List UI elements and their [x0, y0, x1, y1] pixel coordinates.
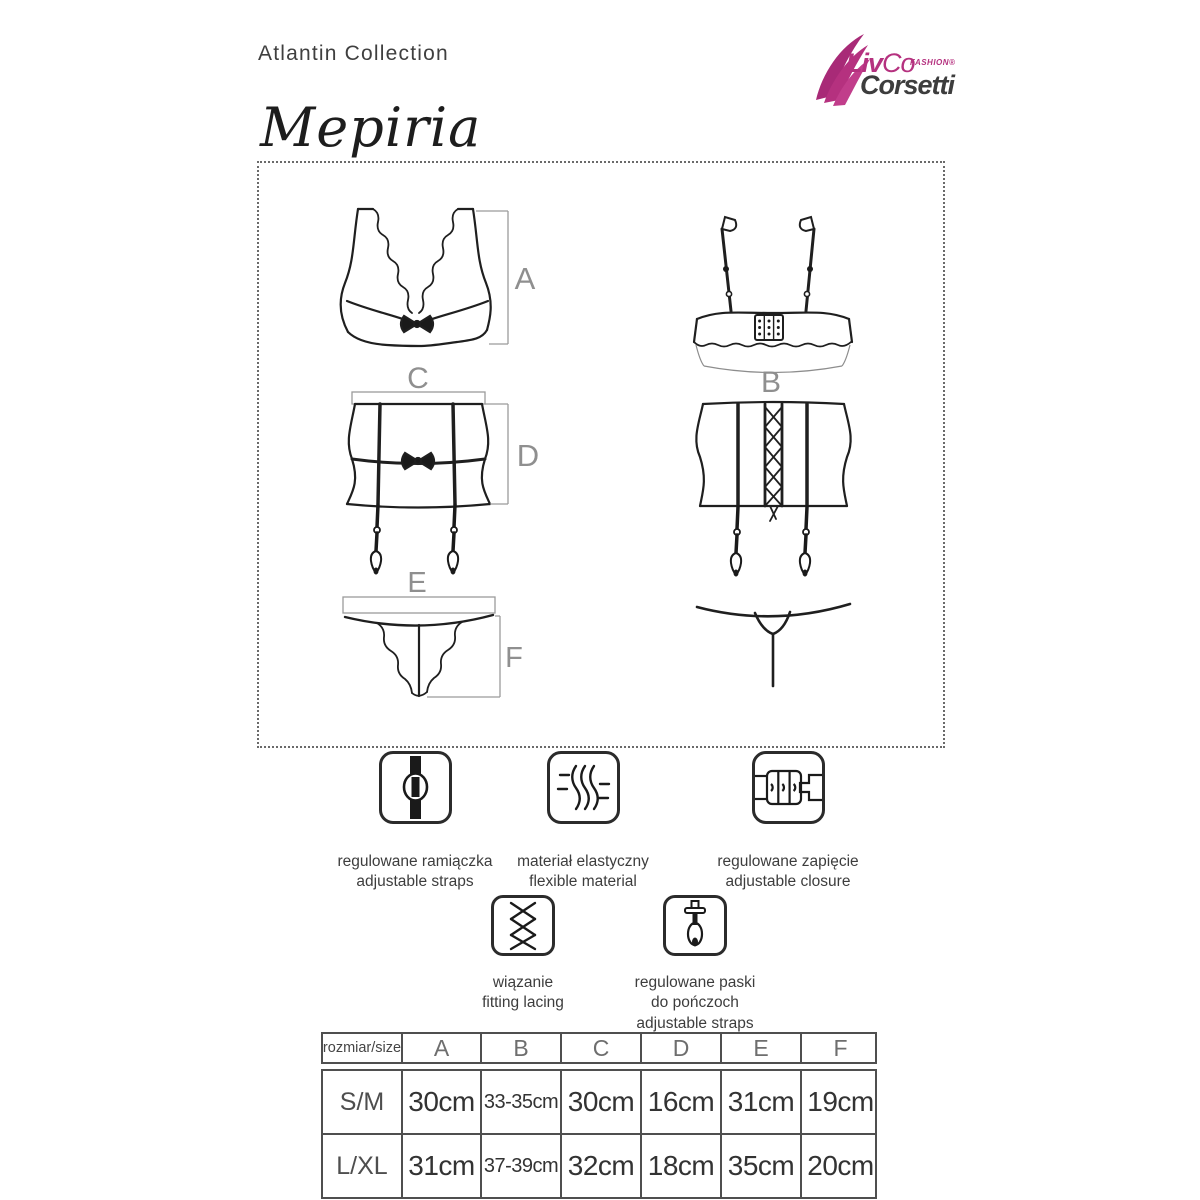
- brand-logo: [808, 28, 968, 110]
- feature-label-en: adjustable closure: [725, 873, 851, 891]
- flexible-material-icon: [550, 754, 617, 821]
- feature-label-en: fitting lacing: [482, 994, 564, 1012]
- value-cell-f: 20cm: [800, 1135, 879, 1197]
- garter-straps-icon: [666, 898, 724, 953]
- size-table-header: [321, 1032, 877, 1064]
- header-cell-d: D: [640, 1034, 720, 1062]
- feature-label-pl: regulowane ramiączka: [337, 853, 493, 870]
- header-cell-e: E: [720, 1034, 800, 1062]
- adjustable-straps-icon: [382, 754, 449, 821]
- feature-flexible-material: [508, 751, 658, 893]
- garter-belt-back-drawing: [696, 402, 850, 577]
- value-cell-e: 35cm: [720, 1135, 800, 1197]
- label-a: A: [514, 261, 536, 296]
- size-cell: S/M: [339, 1087, 385, 1116]
- value-cell-c: 32cm: [560, 1135, 640, 1197]
- thong-back-drawing: [697, 604, 850, 686]
- feature-fitting-lacing: [448, 895, 598, 1014]
- header-cell-size: rozmiar/size: [322, 1040, 402, 1056]
- value-cell-a: 31cm: [401, 1135, 480, 1197]
- header-cell-a: A: [401, 1034, 480, 1062]
- logo-corsetti-text: Corsetti: [860, 70, 955, 100]
- panty-front-drawing: [345, 615, 493, 696]
- table-row-sm: [323, 1071, 875, 1133]
- label-b: B: [760, 366, 782, 399]
- header-cell-f: F: [800, 1034, 879, 1062]
- measure-d: [485, 404, 508, 504]
- feature-label-pl: regulowane paski: [634, 974, 756, 991]
- value-cell-d: 16cm: [640, 1071, 720, 1133]
- value-cell-b: 37-39cm: [480, 1135, 560, 1197]
- feature-label-pl: wiązanie: [492, 974, 554, 991]
- measure-f: [427, 616, 500, 697]
- feature-label-en: flexible material: [529, 873, 637, 891]
- feature-adjustable-closure: [713, 751, 863, 893]
- label-c: C: [407, 362, 429, 395]
- logo-livco-text: LivCo: [846, 48, 915, 78]
- label-d: D: [516, 438, 540, 473]
- feature-label-pl: regulowane zapięcie: [717, 853, 859, 870]
- product-name: Mepiria: [260, 96, 482, 159]
- feature-adjustable-straps: [337, 751, 493, 893]
- value-cell-c: 30cm: [560, 1071, 640, 1133]
- measure-e: [343, 597, 495, 613]
- adjustable-closure-icon: [755, 754, 822, 821]
- garter-belt-front-drawing: [347, 404, 490, 575]
- size-table-body: [321, 1069, 877, 1199]
- bra-back-drawing: [694, 217, 852, 347]
- value-cell-b: 33-35cm: [480, 1071, 560, 1133]
- value-cell-e: 31cm: [720, 1071, 800, 1133]
- feature-garter-straps: [620, 895, 770, 1034]
- fitting-lacing-icon: [494, 898, 552, 953]
- size-cell: L/XL: [336, 1151, 388, 1180]
- label-e: E: [407, 567, 427, 599]
- size-table: [321, 1032, 877, 1199]
- logo-fashion-text: FASHION®: [910, 58, 956, 67]
- feature-label-en: adjustable straps: [636, 1014, 754, 1032]
- collection-name: Atlantin Collection: [258, 42, 449, 65]
- garment-diagrams: [257, 161, 941, 744]
- value-cell-d: 18cm: [640, 1135, 720, 1197]
- label-f: F: [505, 642, 523, 674]
- measure-a: [476, 211, 508, 344]
- feature-label-en: adjustable straps: [356, 873, 474, 891]
- feature-label-pl2: do pończoch: [651, 994, 739, 1012]
- feature-label-pl: materiał elastyczny: [517, 853, 649, 870]
- value-cell-a: 30cm: [401, 1071, 480, 1133]
- header-cell-c: C: [560, 1034, 640, 1062]
- table-row-lxl: [323, 1133, 875, 1197]
- header-cell-b: B: [480, 1034, 560, 1062]
- bra-front-drawing: [341, 209, 491, 346]
- value-cell-f: 19cm: [800, 1071, 879, 1133]
